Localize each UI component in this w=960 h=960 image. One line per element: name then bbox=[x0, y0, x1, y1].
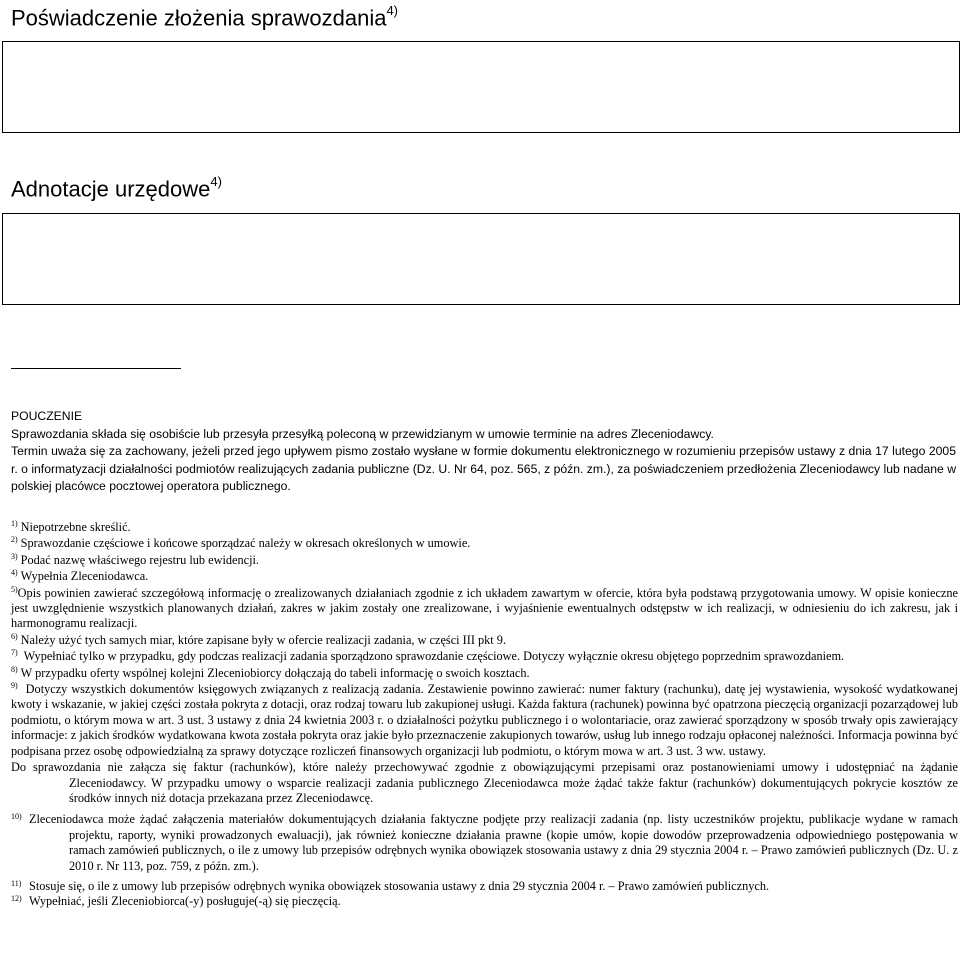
footnote-2 bbox=[11, 536, 958, 551]
footnote-number: 9) bbox=[11, 681, 18, 691]
footnote-1 bbox=[11, 520, 958, 535]
footnote-7 bbox=[11, 649, 958, 664]
section-title-text: Adnotacje urzędowe bbox=[11, 176, 211, 202]
footnote-3 bbox=[11, 553, 958, 568]
footnote-text: Do sprawozdania nie załącza się faktur (rachunków), które należy przechowywać zgodnie z obowiązującymi przepisami oraz postanowieniami umowy i udostępniać na żądanie Zleceniodawcy. W przypadku umowy o wsparcie realizacji zadania publicznego Zleceniodawca może żądać także faktur (rachunków) dokumentujących pokrycie kosztów ze środków innych niż dotacja przekazana przez Zleceniodawcę. bbox=[11, 760, 958, 805]
footnote-12 bbox=[11, 894, 958, 909]
footnote-11 bbox=[11, 879, 958, 894]
footnote-number: 3) bbox=[11, 551, 18, 561]
adnotacje-box[interactable] bbox=[2, 213, 960, 305]
footnote-text: Zleceniodawca może żądać załączenia materiałów dokumentujących działania faktyczne podjęte przy realizacji zadania (np. listy uczestników projektu, publikacje wydane w ramach projektu, raporty, wyniki prowadzonych ewaluacji), jak również konieczne działania prawne (kopie umów, kopie dowodów przeprowadzenia odpowiedniego postępowania w ramach zamówień publicznych, o ile z umowy lub przepisów odrębnych wynika obowiązek stosowania ustawy z dnia 29 stycznia 2004 r. – Prawo zamówień publicznych (Dz. U. z 2010 r. Nr 113, poz. 759, z późn. zm.). bbox=[29, 812, 958, 873]
footnote-number: 7) bbox=[11, 648, 18, 658]
section-title-poswiadczenie bbox=[11, 3, 399, 31]
footnote-9-continuation bbox=[11, 760, 958, 806]
footnote-text: W przypadku oferty wspólnej kolejni Zleceniobiorcy dołączają do tabeli informację o swoich kosztach. bbox=[20, 665, 530, 680]
footnote-text: Dotyczy wszystkich dokumentów księgowych związanych z realizacją zadania. Zestawienie powinno zawierać: numer faktury (rachunku), datę jej wystawienia, wysokość wydatkowanej kwoty i wskazanie, w jakiej części została pokryta z dotacji, oraz rodzaj towaru lub zakupionej usługi. Każda faktura (rachunek) powinna być opatrzona pieczęcią organizacji pozarządowej lub podmiotu, o którym mowa w art. 3 ust. 3 ustawy z dnia 24 kwietnia 2003 r. o działalności pożytku publicznego i o wolontariacie, oraz zawierać sporządzony w sposób trwały opis zawierający informacje: z jakich środków wydatkowana kwota została pokryta oraz jakie było przeznaczenie zakupionych towarów, usług lub innego rodzaju opłaconej należności. Informacja powinna być podpisana przez osobę odpowiedzialną za sprawy dotyczące rozliczeń finansowych organizacji lub podmiotu, o którym mowa w art. 3 ust. 3 ww. ustawy. bbox=[11, 682, 958, 758]
footnote-ref: 4) bbox=[210, 174, 222, 189]
footnote-9 bbox=[11, 682, 958, 759]
poswiadczenie-box[interactable] bbox=[2, 41, 960, 133]
footnote-10 bbox=[11, 812, 958, 874]
footnote-number: 2) bbox=[11, 535, 18, 545]
footnote-number: 8) bbox=[11, 664, 18, 674]
footnote-text: Należy użyć tych samych miar, które zapisane były w ofercie realizacji zadania, w części III pkt 9. bbox=[20, 632, 507, 647]
footnote-number: 6) bbox=[11, 631, 18, 641]
pouczenie-section bbox=[11, 408, 956, 496]
footnote-6 bbox=[11, 633, 958, 648]
section-title-adnotacje bbox=[11, 174, 222, 202]
footnote-text: Niepotrzebne skreślić. bbox=[20, 520, 131, 534]
footnote-separator bbox=[11, 368, 181, 369]
footnote-number: 1) bbox=[11, 519, 18, 528]
footnote-number: 12) bbox=[11, 894, 22, 904]
footnote-5 bbox=[11, 586, 958, 632]
footnote-8 bbox=[11, 666, 958, 681]
pouczenie-title: POUCZENIE bbox=[11, 409, 83, 423]
footnote-number: 11) bbox=[11, 878, 22, 888]
footnote-number: 4) bbox=[11, 568, 18, 578]
footnote-number: 5) bbox=[11, 584, 18, 594]
footnote-text: Wypełniać tylko w przypadku, gdy podczas realizacji zadania sporządzono sprawozdanie częściowe. Dotyczy wyłącznie okresu objętego poprzednim sprawozdaniem. bbox=[23, 649, 845, 664]
pouczenie-deadline-text: Termin uważa się za zachowany, jeżeli przed jego upływem pismo zostało wysłane w formie dokumentu elektronicznego w rozumieniu przepisów ustawy z dnia 17 lutego 2005 r. o informatyzacji działalności podmiotów realizujących zadania publiczne (Dz. U. Nr 64, poz. 565, z późn. zm.), za poświadczeniem przedłożenia Zleceniodawcy lub nadane w polskiej placówce pocztowej operatora publicznego. bbox=[11, 444, 956, 493]
footnote-text: Podać nazwę właściwego rejestru lub ewidencji. bbox=[20, 552, 260, 567]
footnote-number: 10) bbox=[11, 812, 22, 822]
section-title-text: Poświadczenie złożenia sprawozdania bbox=[11, 5, 387, 31]
footnote-text: Wypełnia Zleceniodawca. bbox=[20, 569, 149, 584]
footnote-4 bbox=[11, 569, 958, 584]
footnote-text: Wypełniać, jeśli Zleceniobiorca(-y) posługuje(-ą) się pieczęcią. bbox=[29, 894, 341, 909]
footnote-text: Stosuje się, o ile z umowy lub przepisów odrębnych wynika obowiązek stosowania ustawy z dnia 29 stycznia 2004 r. – Prawo zamówień publicznych. bbox=[29, 878, 770, 893]
footnote-text: Opis powinien zawierać szczegółową informację o zrealizowanych działaniach zgodnie z ich układem zawartym w ofercie, która była podstawą przygotowania umowy. W opisie konieczne jest uwzględnienie wszystkich planowanych działań, zakres w jakim zostały one zrealizowane, i wyjaśnienie ewentualnych odstępstw w ich realizacji, w odniesieniu do ich zakresu, jak i harmonogramu realizacji. bbox=[11, 585, 958, 631]
pouczenie-line: Sprawozdania składa się osobiście lub przesyła przesyłką poleconą w przewidzianym w umowie terminie na adres Zleceniodawcy. bbox=[11, 426, 714, 441]
footnote-ref: 4) bbox=[386, 3, 399, 18]
footnotes bbox=[11, 520, 958, 910]
footnote-text: Sprawozdanie częściowe i końcowe sporządzać należy w okresach określonych w umowie. bbox=[20, 536, 471, 551]
